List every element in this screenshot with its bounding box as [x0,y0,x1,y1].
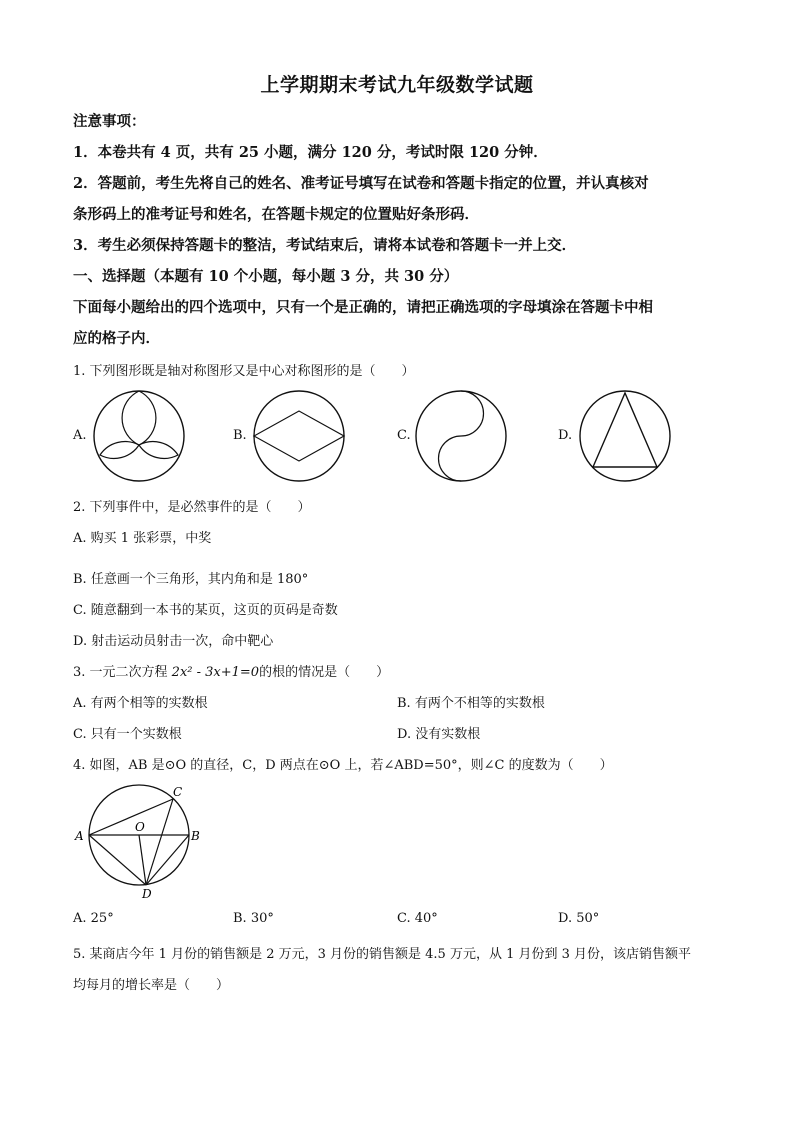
q4-chord-ad [89,835,146,885]
q5-stem-line-2: 均每月的增长率是（ ） [73,978,230,993]
q4-chord-cd [146,799,173,885]
notice-item-1: 1．本卷共有 4 页，共有 25 小题，满分 120 分，考试时限 120 分钟． [73,144,548,161]
section-instruction-line-2: 应的格子内． [73,330,160,347]
q4-label-d: D [142,887,152,901]
q4-circle-figure [70,782,210,902]
q4-chord-ac [89,799,173,835]
q1-figure-b [252,389,346,483]
q4-option-c: C. 40° [397,911,438,926]
q3-stem-suffix: 的根的情况是（ ） [259,665,390,680]
q4-option-a: A. 25° [73,911,114,926]
q2-stem: 2. 下列事件中，是必然事件的是（ ） [73,500,311,515]
q1-figure-a [92,389,186,483]
q1-option-b-label: B. [233,428,247,443]
q3-option-b: B. 有两个不相等的实数根 [397,696,545,711]
q4-label-a: A [75,829,84,843]
page-title: 上学期期末考试九年级数学试题 [260,74,534,96]
q2-option-b: B. 任意画一个三角形，其内角和是 180° [73,572,309,587]
q1-figure-d [578,389,672,483]
q1-option-c-label: C. [397,428,411,443]
q4-option-d: D. 50° [558,911,600,926]
q3-stem [73,661,389,680]
q4-label-c: C [173,785,183,799]
q1-option-d-label: D. [558,428,573,443]
q4-label-b: B [191,829,200,843]
q4-stem: 4. 如图，AB 是⊙O 的直径，C，D 两点在⊙O 上，若∠ABD=50°，则∠C 的度数为（ ） [73,758,613,773]
q3-option-d: D. 没有实数根 [397,727,481,742]
q2-option-c: C. 随意翻到一本书的某页，这页的页码是奇数 [73,603,338,618]
q1-option-a-label: A. [73,428,87,443]
q1-figure-c [414,389,508,483]
q3-stem-prefix: 3. 一元二次方程 [73,665,172,680]
notice-heading: 注意事项： [73,113,146,130]
q4-label-o: O [135,820,145,834]
q3-option-c: C. 只有一个实数根 [73,727,182,742]
q2-option-a: A. 购买 1 张彩票，中奖 [73,531,212,546]
notice-item-2-line-1: 2．答题前，考生先将自己的姓名、准考证号填写在试卷和答题卡指定的位置，并认真核对 [73,175,649,192]
notice-item-3: 3．考生必须保持答题卡的整洁，考试结束后，请将本试卷和答题卡一并上交． [73,237,577,254]
q2-option-d: D. 射击运动员射击一次，命中靶心 [73,634,274,649]
q3-equation: 2x² - 3x+1=0 [171,665,260,680]
q1-stem: 1. 下列图形既是轴对称图形又是中心对称图形的是（ ） [73,364,415,379]
q4-option-b: B. 30° [233,911,274,926]
section-heading: 一、选择题（本题有 10 个小题，每小题 3 分，共 30 分） [73,268,459,285]
q4-segment-od [139,835,146,885]
section-instruction-line-1: 下面每小题给出的四个选项中，只有一个是正确的，请把正确选项的字母填涂在答题卡中相 [73,299,653,316]
notice-item-2-line-2: 条形码上的准考证号和姓名，在答题卡规定的位置贴好条形码． [73,206,479,223]
q3-option-a: A. 有两个相等的实数根 [73,696,208,711]
q5-stem-line-1: 5. 某商店今年 1 月份的销售额是 2 万元，3 月份的销售额是 4.5 万元，从 1 月份到 3 月份，该店销售额平 [73,947,692,962]
